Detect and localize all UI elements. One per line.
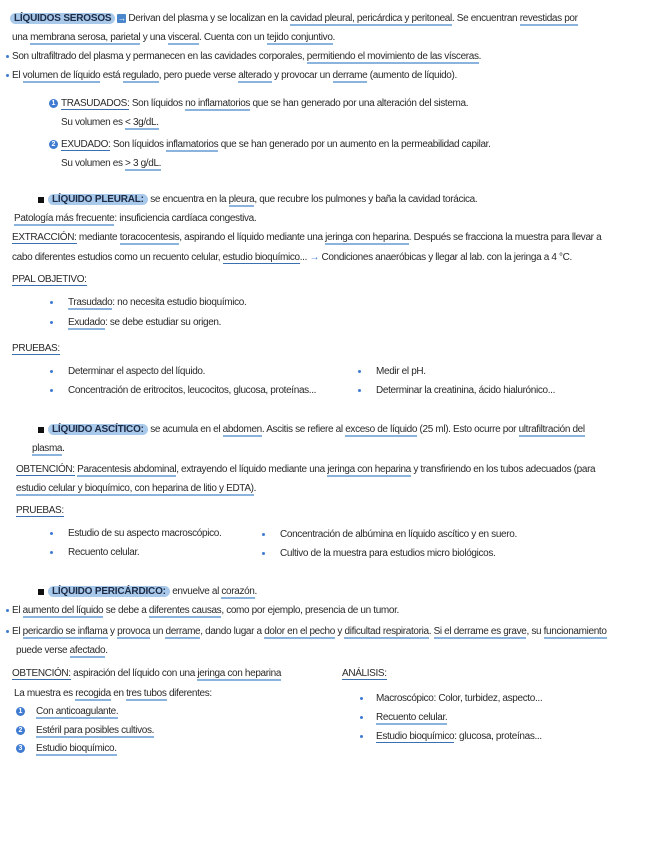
ascitico-prueba-1: Estudio de su aspecto macroscópico.: [68, 528, 222, 539]
bullet-icon: [50, 389, 53, 392]
ascitico-prueba-2: Recuento celular.: [68, 547, 140, 558]
square-bullet-icon: [38, 427, 44, 433]
bullet-icon: [50, 301, 53, 304]
square-bullet-icon: [38, 589, 44, 595]
bullet-icon: [50, 551, 53, 554]
pericardico-tubo-1: Con anticoagulante.: [36, 706, 119, 717]
pleural-title: LÍQUIDO PLEURAL:: [48, 194, 148, 205]
pericardico-muestra: La muestra es recogida en tres tubos diferentes:: [14, 688, 212, 699]
ascitico-title: LÍQUIDO ASCÍTICO:: [48, 424, 148, 435]
ascitico-title-line: LÍQUIDO ASCÍTICO: se acumula en el abdomen. Ascitis se refiere al exceso de líquido (25 ml). Esto ocurre por ultrafiltración del: [48, 423, 585, 436]
bullet-icon: [262, 552, 265, 555]
pericardico-title: LÍQUIDO PERICÁRDICO:: [48, 586, 170, 597]
serosos-title: LÍQUIDOS SEROSOS: [10, 13, 115, 24]
bullet-icon: [360, 716, 363, 719]
bullet-icon: [50, 370, 53, 373]
serosos-line-2: una membrana serosa, parietal y una visceral. Cuenta con un tejido conjuntivo.: [12, 32, 335, 43]
ascitico-prueba-4: Cultivo de la muestra para estudios micro biológicos.: [280, 548, 496, 559]
pericardico-analisis-label: ANÁLISIS:: [342, 668, 387, 679]
bullet-icon: [262, 533, 265, 536]
number-3-icon: 3: [16, 744, 25, 753]
bullet-icon: [358, 389, 361, 392]
exudado-line-1: EXUDADO: Son líquidos inflamatorios que se han generado por un aumento en la permeabilidad capilar.: [61, 139, 491, 150]
bullet-icon: [358, 370, 361, 373]
bullet-icon: [50, 532, 53, 535]
pleural-extraccion-2: cabo diferentes estudios como un recuento celular, estudio bioquímico... → Condiciones anaeróbicas y llegar al lab. con la jeringa a 4 °C.: [12, 252, 572, 263]
pericardico-analisis-3: Estudio bioquímico: glucosa, proteínas...: [376, 731, 542, 742]
trasudados-line-1: TRASUDADOS: Son líquidos no inflamatorios que se han generado por una alteración del sistema.: [61, 98, 469, 109]
pericardico-analisis-1: Macroscópico: Color, turbidez, aspecto...: [376, 693, 543, 704]
trasudados-line-2: Su volumen es < 3g/dL.: [61, 117, 159, 128]
pleural-title-line: LÍQUIDO PLEURAL: se encuentra en la pleura, que recubre los pulmones y baña la cavidad torácica.: [48, 193, 477, 206]
pleural-objetivo-1: Trasudado: no necesita estudio bioquímico.: [68, 297, 247, 308]
pericardico-tubo-2: Estéril para posibles cultivos.: [36, 725, 155, 736]
bullet-icon: [50, 321, 53, 324]
pericardico-bullet-2: El pericardio se inflama y provoca un derrame, dando lugar a dolor en el pecho y dificultad respiratoria. Si el derrame es grave, su funcionamiento: [12, 626, 607, 637]
ascitico-obtencion-2: estudio celular y bioquímico, con heparina de litio y EDTA).: [16, 483, 257, 494]
pericardico-bullet-2-cont: puede verse afectado.: [16, 645, 108, 656]
exudado-line-2: Su volumen es > 3 g/dL.: [61, 158, 162, 169]
bullet-icon: [360, 735, 363, 738]
pleural-patologia: Patología más frecuente: insuficiencia cardíaca congestiva.: [14, 213, 257, 224]
pleural-prueba-2: Concentración de eritrocitos, leucocitos, glucosa, proteínas...: [68, 385, 317, 396]
ascitico-prueba-3: Concentración de albúmina en líquido ascítico y en suero.: [280, 529, 517, 540]
arrow-right-icon: →: [118, 13, 126, 23]
bullet-icon: [6, 74, 9, 77]
pericardico-obtencion: OBTENCIÓN: aspiración del líquido con una jeringa con heparina: [12, 668, 282, 679]
pleural-prueba-3: Medir el pH.: [376, 366, 426, 377]
bullet-icon: [6, 630, 9, 633]
ascitico-pruebas-label: PRUEBAS:: [16, 505, 64, 516]
arrow-right-icon: →: [307, 252, 322, 263]
pleural-extraccion-1: EXTRACCIÓN: mediante toracocentesis, aspirando el líquido mediante una jeringa con heparina. Después se fracciona la muestra para llevar a: [12, 232, 602, 243]
pleural-objetivo-label: PPAL OBJETIVO:: [12, 274, 87, 285]
pleural-objetivo-2: Exudado: se debe estudiar su origen.: [68, 317, 222, 328]
ascitico-title-line-2: plasma.: [32, 443, 65, 454]
serosos-bullet-1: Son ultrafiltrado del plasma y permanecen en las cavidades corporales, permitiendo el movimiento de las vísceras.: [12, 51, 482, 62]
pericardico-title-line: LÍQUIDO PERICÁRDICO: envuelve al corazón.: [48, 585, 257, 598]
square-bullet-icon: [38, 197, 44, 203]
number-2-icon: 2: [16, 726, 25, 735]
pericardico-analisis-2: Recuento celular.: [376, 712, 448, 723]
number-1-icon: 1: [49, 99, 58, 108]
bullet-icon: [6, 55, 9, 58]
serosos-bullet-2: El volumen de líquido está regulado, pero puede verse alterado y provocar un derrame (aumento de líquido).: [12, 70, 457, 81]
number-2-icon: 2: [49, 140, 58, 149]
bullet-icon: [6, 609, 9, 612]
pleural-prueba-4: Determinar la creatinina, ácido hialurónico...: [376, 385, 555, 396]
bullet-icon: [360, 697, 363, 700]
number-1-icon: 1: [16, 707, 25, 716]
pleural-prueba-1: Determinar el aspecto del líquido.: [68, 366, 206, 377]
serosos-line-1: LÍQUIDOS SEROSOS → Derivan del plasma y se localizan en la cavidad pleural, pericárdica y peritoneal. Se encuentran revestidas por: [10, 12, 578, 25]
ascitico-obtencion-1: OBTENCIÓN: Paracentesis abdominal, extrayendo el líquido mediante una jeringa con heparina y transfiriendo en los tubos adecuados (para: [16, 464, 596, 475]
pericardico-tubo-3: Estudio bioquímico.: [36, 743, 117, 754]
pericardico-bullet-1: El aumento del líquido se debe a diferentes causas, como por ejemplo, presencia de un tumor.: [12, 605, 399, 616]
pleural-pruebas-label: PRUEBAS:: [12, 343, 60, 354]
